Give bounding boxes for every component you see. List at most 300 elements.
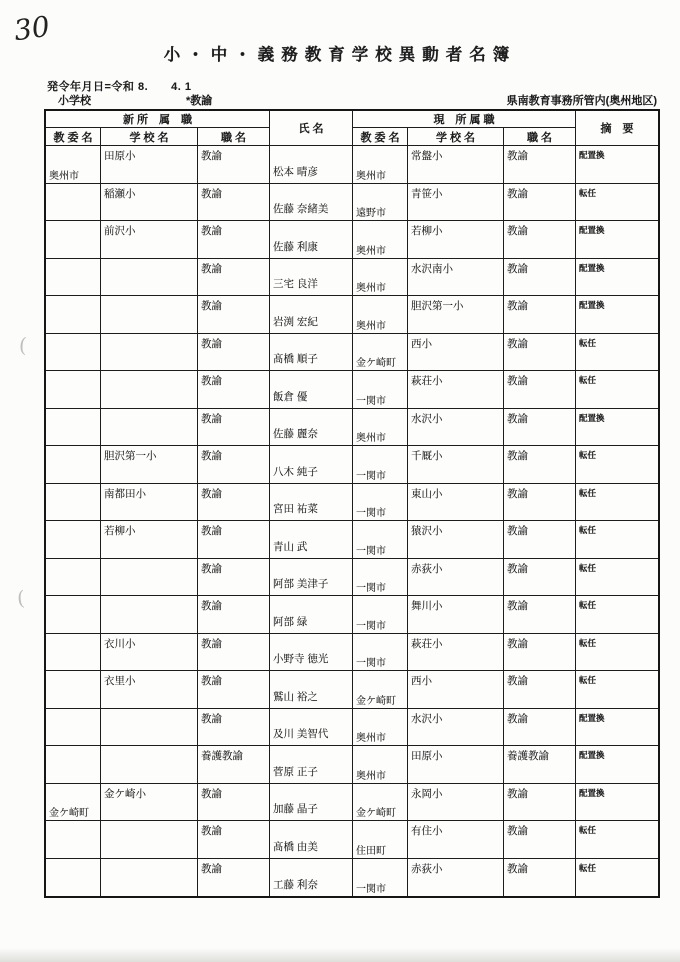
- cur-title-text: 教諭: [507, 525, 528, 537]
- cell-new-title: [198, 559, 270, 597]
- cur-board-text: 一関市: [356, 658, 386, 669]
- cell-name: [270, 671, 353, 709]
- cur-title-text: 教諭: [507, 487, 528, 500]
- cell-cur-board: [353, 484, 408, 522]
- cell-new-school: [101, 371, 198, 409]
- cell-cur-board: [353, 746, 408, 784]
- cell-new-board: [46, 596, 101, 634]
- cell-cur-board: [353, 596, 408, 634]
- cur-school-text: 赤荻小: [411, 562, 443, 575]
- remark-text: 転任: [579, 375, 597, 385]
- cur-board-text: 奥州市: [356, 283, 386, 294]
- cur-school-text: 西小: [411, 675, 432, 687]
- remark-text: 転任: [579, 187, 597, 198]
- cell-remark: [576, 184, 658, 222]
- position-marker-label: *教諭: [186, 95, 213, 107]
- cell-remark: [576, 634, 658, 672]
- cell-remark: [576, 371, 658, 409]
- cell-cur-title: [504, 334, 576, 372]
- cell-cur-title: [504, 296, 576, 334]
- cell-cur-title: [504, 821, 576, 859]
- cell-new-title: [198, 296, 270, 334]
- new-school-text: 金ケ崎小: [104, 787, 146, 800]
- remark-text: 転任: [579, 862, 597, 873]
- cell-cur-school: [408, 784, 504, 822]
- cell-remark: [576, 746, 658, 784]
- cur-board-text: 一関市: [356, 884, 386, 895]
- name-text: 菅原 正子: [273, 765, 318, 778]
- new-school-text: 衣里小: [104, 675, 136, 687]
- cell-remark: [576, 859, 658, 897]
- remark-text: 転任: [579, 825, 597, 835]
- cell-new-school: [101, 859, 198, 897]
- cell-cur-title: [504, 409, 576, 447]
- cell-new-board: [46, 409, 101, 447]
- cell-remark: [576, 521, 658, 559]
- cell-name: [270, 634, 353, 672]
- cell-cur-title: [504, 146, 576, 184]
- cur-board-text: 金ケ崎町: [356, 695, 396, 707]
- cell-new-school: [101, 784, 198, 822]
- cur-title-text: 教諭: [507, 787, 528, 800]
- cell-cur-school: [408, 146, 504, 184]
- cur-school-text: 水沢小: [411, 712, 443, 725]
- cur-title-text: 教諭: [507, 600, 528, 612]
- remark-text: 配置換: [579, 150, 605, 160]
- cur-school-text: 赤荻小: [411, 862, 443, 875]
- transfer-roster-table: [44, 109, 660, 898]
- remark-text: 配置換: [579, 750, 605, 760]
- cell-cur-board: [353, 371, 408, 409]
- cell-new-board: [46, 521, 101, 559]
- cell-name: [270, 221, 353, 259]
- cell-cur-school: [408, 709, 504, 747]
- cell-new-title: [198, 146, 270, 184]
- handwritten-page-number: 30: [11, 9, 52, 48]
- cur-title-text: 教諭: [507, 225, 528, 237]
- cell-cur-school: [408, 821, 504, 859]
- cell-new-school: [101, 146, 198, 184]
- name-text: 髙橋 順子: [273, 353, 318, 365]
- cur-board-text: 奥州市: [356, 433, 386, 444]
- new-school-text: 田原小: [104, 150, 136, 162]
- name-text: 宮田 祐菜: [273, 503, 318, 515]
- meta-row: [0, 92, 680, 106]
- cell-name: [270, 559, 353, 597]
- cur-school-text: 水沢小: [411, 412, 443, 425]
- name-text: 佐藤 奈緒美: [273, 203, 329, 215]
- cell-cur-board: [353, 559, 408, 597]
- cell-new-title: [198, 859, 270, 897]
- cur-title-text: 教諭: [507, 562, 528, 575]
- cur-board-text: 奥州市: [356, 170, 386, 182]
- cur-school-text: 永岡小: [411, 787, 443, 800]
- cell-cur-board: [353, 521, 408, 559]
- cell-new-school: [101, 409, 198, 447]
- cell-new-board: [46, 671, 101, 709]
- cur-school-text: 西小: [411, 337, 432, 350]
- cell-new-board: [46, 859, 101, 897]
- cell-cur-title: [504, 184, 576, 222]
- cell-cur-school: [408, 859, 504, 897]
- cell-cur-school: [408, 671, 504, 709]
- new-school-text: 南都田小: [104, 487, 146, 500]
- cur-school-text: 東山小: [411, 487, 443, 500]
- cell-cur-board: [353, 859, 408, 897]
- cell-new-school: [101, 259, 198, 297]
- cell-remark: [576, 784, 658, 822]
- cell-cur-board: [353, 821, 408, 859]
- cell-cur-title: [504, 521, 576, 559]
- cell-remark: [576, 596, 658, 634]
- cell-new-title: [198, 784, 270, 822]
- new-title-text: 教諭: [201, 600, 222, 612]
- new-title-text: 教諭: [201, 525, 222, 537]
- cell-name: [270, 184, 353, 222]
- issue-date: 発令年月日=令和 8. 4. 1: [47, 81, 192, 93]
- cell-new-title: [198, 521, 270, 559]
- header-remarks-column: 摘 要: [576, 111, 658, 146]
- cell-name: [270, 371, 353, 409]
- cell-remark: [576, 409, 658, 447]
- cell-cur-school: [408, 596, 504, 634]
- new-title-text: 教諭: [201, 187, 222, 200]
- cell-new-board: [46, 259, 101, 297]
- cell-cur-school: [408, 371, 504, 409]
- cell-name: [270, 409, 353, 447]
- cell-cur-board: [353, 334, 408, 372]
- cell-cur-school: [408, 634, 504, 672]
- cell-new-board: [46, 446, 101, 484]
- name-text: 髙橋 由美: [273, 840, 318, 853]
- name-text: 松本 晴彦: [273, 165, 318, 178]
- cell-cur-board: [353, 184, 408, 222]
- cell-cur-board: [353, 221, 408, 259]
- cell-name: [270, 821, 353, 859]
- cell-new-board: [46, 821, 101, 859]
- cur-school-text: 舞川小: [411, 600, 443, 612]
- cell-cur-board: [353, 446, 408, 484]
- name-text: 佐藤 利康: [273, 240, 318, 253]
- cell-new-title: [198, 484, 270, 522]
- cell-new-title: [198, 409, 270, 447]
- cell-new-school: [101, 296, 198, 334]
- remark-text: 転任: [579, 487, 597, 498]
- cell-remark: [576, 671, 658, 709]
- new-school-text: 胆沢第一小: [104, 450, 157, 462]
- name-text: 加藤 晶子: [273, 803, 318, 815]
- cur-board-text: 奥州市: [356, 320, 386, 332]
- cell-cur-title: [504, 596, 576, 634]
- cur-board-text: 一関市: [356, 583, 386, 594]
- name-text: 佐藤 麗奈: [273, 428, 318, 440]
- scan-artifact-mark: (: [18, 332, 28, 358]
- school-type-label: 小学校: [58, 95, 91, 107]
- cell-new-school: [101, 184, 198, 222]
- cell-new-title: [198, 259, 270, 297]
- header-name-column: 氏 名: [270, 111, 353, 146]
- remark-text: 配置換: [579, 787, 605, 798]
- cell-new-title: [198, 746, 270, 784]
- name-text: 小野寺 徳光: [273, 653, 329, 665]
- new-school-text: 若柳小: [104, 525, 136, 537]
- cell-new-board: [46, 146, 101, 184]
- new-title-text: 教諭: [201, 487, 222, 500]
- cell-cur-board: [353, 784, 408, 822]
- cell-new-title: [198, 334, 270, 372]
- cur-school-text: 萩荘小: [411, 375, 443, 387]
- cur-school-text: 若柳小: [411, 225, 443, 237]
- remark-text: 配置換: [579, 412, 605, 423]
- cur-school-text: 青笹小: [411, 187, 443, 200]
- cur-board-text: 一関市: [356, 620, 386, 632]
- new-title-text: 教諭: [201, 675, 222, 687]
- new-title-text: 教諭: [201, 787, 222, 800]
- cell-cur-title: [504, 859, 576, 897]
- new-title-text: 教諭: [201, 637, 222, 650]
- cell-name: [270, 259, 353, 297]
- cell-cur-title: [504, 671, 576, 709]
- cell-cur-board: [353, 671, 408, 709]
- new-title-text: 教諭: [201, 712, 222, 725]
- cur-title-text: 教諭: [507, 337, 528, 350]
- cell-new-board: [46, 559, 101, 597]
- name-text: 岩渕 宏紀: [273, 315, 318, 328]
- remark-text: 転任: [579, 675, 597, 685]
- cell-new-board: [46, 784, 101, 822]
- cell-new-school: [101, 709, 198, 747]
- cell-cur-school: [408, 446, 504, 484]
- cell-new-title: [198, 709, 270, 747]
- cell-name: [270, 146, 353, 184]
- cell-name: [270, 709, 353, 747]
- cur-title-text: 教諭: [507, 862, 528, 875]
- cur-school-text: 水沢南小: [411, 262, 453, 275]
- cell-cur-board: [353, 296, 408, 334]
- cell-new-school: [101, 746, 198, 784]
- cell-remark: [576, 334, 658, 372]
- new-title-text: 教諭: [201, 412, 222, 425]
- cur-school-text: 猿沢小: [411, 525, 443, 537]
- name-text: 阿部 緑: [273, 615, 308, 628]
- remark-text: 配置換: [579, 712, 605, 723]
- cell-new-title: [198, 371, 270, 409]
- cur-title-text: 養護教諭: [507, 750, 549, 762]
- cell-new-title: [198, 596, 270, 634]
- cell-new-board: [46, 221, 101, 259]
- cell-new-title: [198, 446, 270, 484]
- cell-name: [270, 521, 353, 559]
- name-text: 及川 美智代: [273, 728, 329, 740]
- cell-new-board: [46, 184, 101, 222]
- cell-name: [270, 296, 353, 334]
- cell-cur-title: [504, 784, 576, 822]
- new-title-text: 教諭: [201, 375, 222, 387]
- cell-new-school: [101, 446, 198, 484]
- cur-title-text: 教諭: [507, 712, 528, 725]
- cell-cur-title: [504, 484, 576, 522]
- remark-text: 転任: [579, 600, 597, 610]
- cell-remark: [576, 296, 658, 334]
- header-current-affiliation: 現 所 属 職: [353, 111, 576, 128]
- cur-board-text: 奥州市: [356, 245, 386, 257]
- cell-remark: [576, 146, 658, 184]
- cur-school-text: 田原小: [411, 750, 443, 762]
- cell-remark: [576, 709, 658, 747]
- cur-school-text: 胆沢第一小: [411, 300, 464, 312]
- header-new-affiliation: 新 所 属 職: [46, 111, 270, 128]
- name-text: 鷲山 裕之: [273, 690, 318, 703]
- name-text: 阿部 美津子: [273, 578, 329, 590]
- cell-name: [270, 784, 353, 822]
- cell-cur-school: [408, 484, 504, 522]
- cell-cur-title: [504, 746, 576, 784]
- cur-title-text: 教諭: [507, 187, 528, 200]
- cell-remark: [576, 446, 658, 484]
- cur-title-text: 教諭: [507, 825, 528, 837]
- cell-new-title: [198, 821, 270, 859]
- new-title-text: 教諭: [201, 300, 222, 312]
- cell-cur-school: [408, 746, 504, 784]
- cell-name: [270, 484, 353, 522]
- cell-remark: [576, 259, 658, 297]
- new-title-text: 教諭: [201, 450, 222, 462]
- cell-new-board: [46, 484, 101, 522]
- cell-cur-school: [408, 334, 504, 372]
- cur-title-text: 教諭: [507, 637, 528, 650]
- cell-remark: [576, 484, 658, 522]
- cell-new-school: [101, 634, 198, 672]
- cell-remark: [576, 221, 658, 259]
- cell-name: [270, 746, 353, 784]
- new-board-text: 奥州市: [49, 170, 79, 182]
- cur-title-text: 教諭: [507, 150, 528, 162]
- cell-cur-school: [408, 184, 504, 222]
- new-title-text: 教諭: [201, 225, 222, 237]
- new-school-text: 前沢小: [104, 225, 136, 237]
- cell-cur-board: [353, 259, 408, 297]
- name-text: 飯倉 優: [273, 390, 308, 403]
- cell-cur-school: [408, 259, 504, 297]
- cur-board-text: 一関市: [356, 470, 386, 482]
- cur-title-text: 教諭: [507, 450, 528, 462]
- new-school-text: 衣川小: [104, 637, 136, 650]
- cell-new-school: [101, 671, 198, 709]
- cell-cur-title: [504, 634, 576, 672]
- cur-board-text: 住田町: [356, 845, 386, 857]
- new-title-text: 教諭: [201, 862, 222, 875]
- new-school-text: 稲瀬小: [104, 187, 136, 200]
- cur-title-text: 教諭: [507, 675, 528, 687]
- cell-cur-school: [408, 559, 504, 597]
- name-text: 青山 武: [273, 540, 308, 553]
- cell-name: [270, 596, 353, 634]
- cur-school-text: 千厩小: [411, 450, 443, 462]
- cell-cur-board: [353, 634, 408, 672]
- remark-text: 転任: [579, 637, 597, 648]
- new-title-text: 教諭: [201, 262, 222, 275]
- page-title: 小・中・義務教育学校異動者名簿: [163, 45, 517, 64]
- cell-new-board: [46, 709, 101, 747]
- cur-title-text: 教諭: [507, 412, 528, 425]
- cur-school-text: 常盤小: [411, 150, 443, 162]
- cell-new-school: [101, 559, 198, 597]
- cell-cur-school: [408, 296, 504, 334]
- cell-new-board: [46, 334, 101, 372]
- cell-cur-title: [504, 709, 576, 747]
- remark-text: 配置換: [579, 300, 605, 310]
- cell-new-school: [101, 521, 198, 559]
- cell-remark: [576, 821, 658, 859]
- remark-text: 転任: [579, 562, 597, 573]
- remark-text: 転任: [579, 525, 597, 535]
- cell-cur-title: [504, 559, 576, 597]
- cell-new-school: [101, 821, 198, 859]
- cell-new-title: [198, 221, 270, 259]
- cell-cur-board: [353, 409, 408, 447]
- cur-board-text: 金ケ崎町: [356, 358, 396, 369]
- cell-new-board: [46, 746, 101, 784]
- office-jurisdiction-note: 県南教育事務所管内(奥州地区): [506, 95, 657, 107]
- cell-new-board: [46, 296, 101, 334]
- new-title-text: 教諭: [201, 562, 222, 575]
- cell-new-board: [46, 371, 101, 409]
- cur-title-text: 教諭: [507, 375, 528, 387]
- header-current-title-name: 職 名: [504, 128, 576, 146]
- cell-cur-school: [408, 521, 504, 559]
- cell-new-school: [101, 596, 198, 634]
- cur-board-text: 一関市: [356, 395, 386, 407]
- new-title-text: 養護教諭: [201, 750, 243, 762]
- remark-text: 転任: [579, 337, 597, 348]
- cell-new-school: [101, 484, 198, 522]
- cell-cur-board: [353, 146, 408, 184]
- name-text: 三宅 良洋: [273, 278, 318, 290]
- cur-board-text: 奥州市: [356, 770, 386, 782]
- cur-board-text: 一関市: [356, 508, 386, 519]
- cell-cur-title: [504, 221, 576, 259]
- cell-new-title: [198, 671, 270, 709]
- header-current-board-name: 教 委 名: [353, 128, 408, 146]
- cell-new-board: [46, 634, 101, 672]
- name-text: 工藤 利奈: [273, 879, 318, 891]
- cell-cur-title: [504, 371, 576, 409]
- remark-text: 配置換: [579, 225, 605, 235]
- new-title-text: 教諭: [201, 825, 222, 837]
- cell-new-title: [198, 184, 270, 222]
- cur-board-text: 金ケ崎町: [356, 808, 396, 819]
- cell-remark: [576, 559, 658, 597]
- cur-board-text: 奥州市: [356, 733, 386, 744]
- scan-artifact-mark: (: [16, 585, 26, 611]
- header-new-title-name: 職 名: [198, 128, 270, 146]
- cell-cur-board: [353, 709, 408, 747]
- header-current-school-name: 学 校 名: [408, 128, 504, 146]
- cell-new-school: [101, 334, 198, 372]
- cur-school-text: 萩荘小: [411, 637, 443, 650]
- cell-name: [270, 446, 353, 484]
- cell-name: [270, 334, 353, 372]
- new-title-text: 教諭: [201, 337, 222, 350]
- remark-text: 転任: [579, 450, 597, 460]
- cur-title-text: 教諭: [507, 300, 528, 312]
- cur-board-text: 遠野市: [356, 208, 386, 219]
- cell-cur-title: [504, 259, 576, 297]
- header-new-board-name: 教 委 名: [46, 128, 101, 146]
- remark-text: 配置換: [579, 262, 605, 273]
- cell-name: [270, 859, 353, 897]
- cell-cur-school: [408, 221, 504, 259]
